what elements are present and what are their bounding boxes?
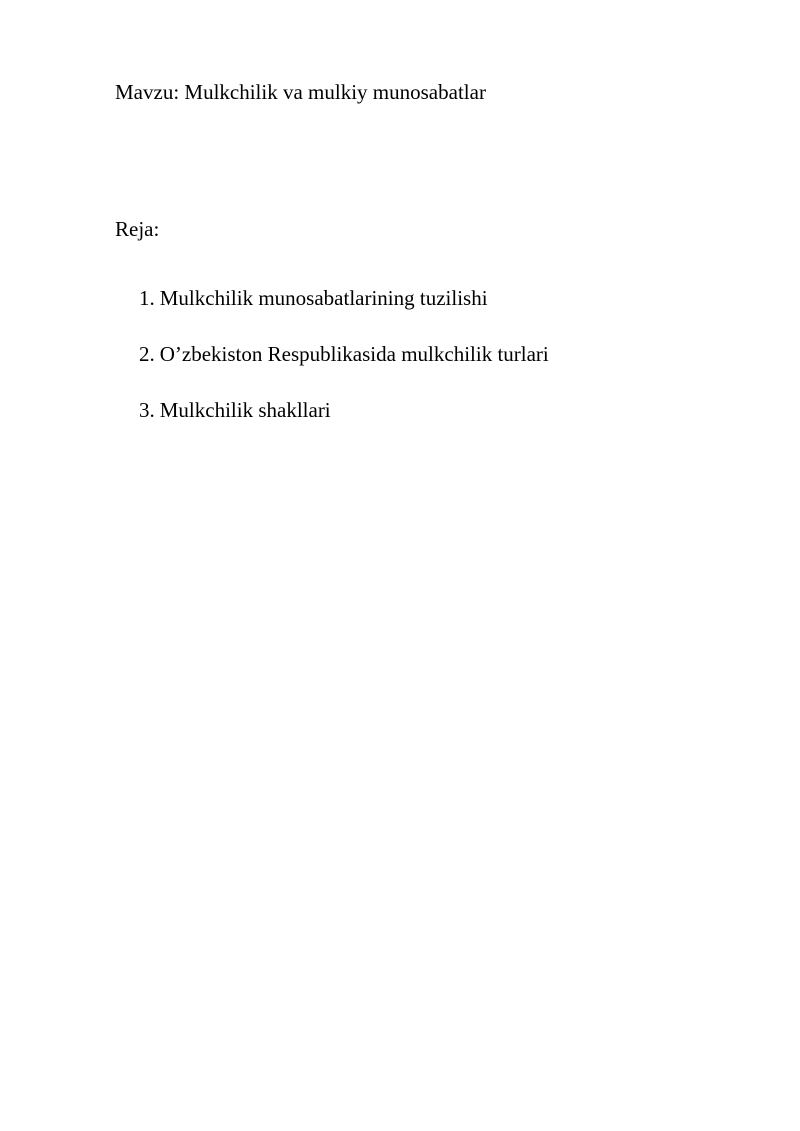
plan-list (139, 286, 549, 454)
list-item-number: 2. (139, 342, 155, 366)
plan-heading: Reja: (115, 217, 160, 241)
list-item (139, 286, 549, 310)
list-item-text: O’zbekiston Respublikasida mulkchilik turlari (159, 342, 549, 366)
list-item-text: Mulkchilik shakllari (159, 398, 331, 422)
list-item-number: 3. (139, 398, 155, 422)
topic-heading: Mavzu: Mulkchilik va mulkiy munosabatlar (115, 80, 486, 104)
list-item (139, 342, 549, 366)
list-item (139, 398, 549, 422)
list-item-text: Mulkchilik munosabatlarining tuzilishi (159, 286, 488, 310)
list-item-number: 1. (139, 286, 155, 310)
